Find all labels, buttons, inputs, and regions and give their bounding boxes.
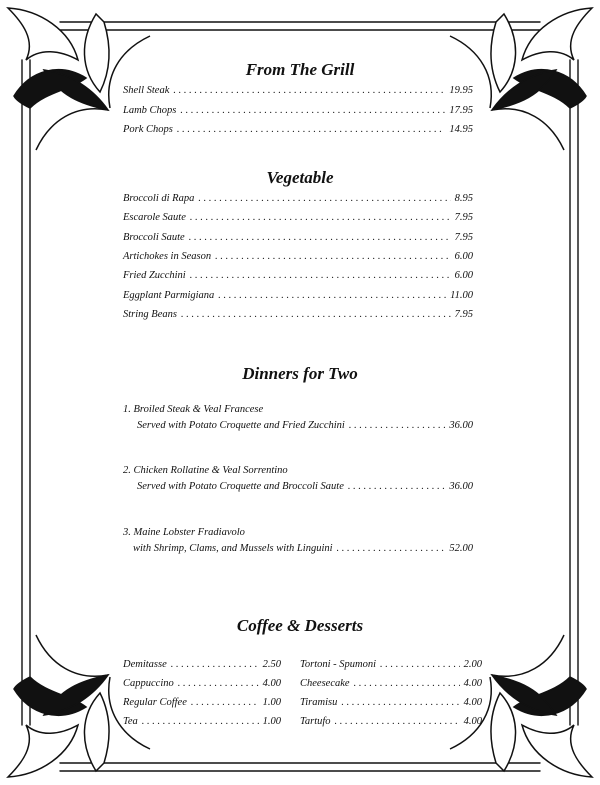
menu-item bbox=[123, 289, 473, 303]
menu-item-price: 4.00 bbox=[463, 697, 482, 708]
menu-item-name: Tortoni - Spumoni bbox=[300, 659, 377, 670]
menu-item bbox=[123, 104, 473, 118]
dinner-item-detail bbox=[133, 542, 473, 556]
menu-item bbox=[123, 123, 473, 137]
section-title-grill: From The Grill bbox=[245, 60, 355, 79]
menu-item bbox=[123, 211, 473, 225]
dot-leader bbox=[173, 84, 445, 98]
menu-item-price: 7.95 bbox=[454, 308, 473, 320]
dot-leader bbox=[337, 542, 446, 556]
menu-item-price: 6.00 bbox=[454, 250, 473, 262]
menu-item-price: 4.00 bbox=[463, 716, 482, 727]
menu-item bbox=[123, 658, 281, 672]
section-title-dinners: Dinners for Two bbox=[242, 364, 358, 383]
dot-leader bbox=[178, 677, 259, 691]
menu-item bbox=[123, 677, 281, 691]
menu-item-name: with Shrimp, Clams, and Mussels with Linguini bbox=[133, 543, 333, 554]
menu-item-name: Demitasse bbox=[123, 659, 167, 670]
menu-item bbox=[300, 658, 482, 672]
dot-leader bbox=[142, 715, 259, 729]
menu-item-name: Tea bbox=[123, 716, 138, 727]
menu-item-name: Broccoli di Rapa bbox=[123, 193, 195, 204]
menu-item-price: 36.00 bbox=[449, 481, 473, 492]
menu-item-name: Cappuccino bbox=[123, 678, 174, 689]
menu-item-price: 14.95 bbox=[449, 124, 473, 135]
menu-item bbox=[123, 84, 473, 98]
menu-item bbox=[123, 269, 473, 283]
dot-leader bbox=[215, 250, 451, 264]
menu-item-name: Fried Zucchini bbox=[123, 270, 186, 282]
menu-item-name: Served with Potato Croquette and Fried Zucchini bbox=[137, 420, 345, 431]
dinner-item-title: 1. Broiled Steak & Veal Francese bbox=[123, 404, 264, 415]
menu-item-price: 52.00 bbox=[449, 543, 473, 554]
menu-item bbox=[123, 250, 473, 264]
menu-item bbox=[123, 696, 281, 710]
menu-item bbox=[123, 715, 281, 729]
menu-item bbox=[123, 308, 473, 322]
dinner-item-title: 2. Chicken Rollatine & Veal Sorrentino bbox=[123, 465, 288, 476]
menu-item-name: Artichokes in Season bbox=[123, 250, 212, 262]
menu-item-name: Tartufo bbox=[300, 716, 331, 727]
dot-leader bbox=[171, 658, 259, 672]
dot-leader bbox=[354, 677, 460, 691]
menu-item bbox=[123, 192, 473, 206]
menu-item-price: 1.00 bbox=[262, 716, 281, 727]
menu-item-price: 17.95 bbox=[449, 104, 473, 116]
menu-item bbox=[300, 696, 482, 710]
dinner-item-detail bbox=[137, 419, 473, 433]
menu-item-name: Cheesecake bbox=[300, 678, 350, 689]
dot-leader bbox=[190, 269, 451, 283]
dot-leader bbox=[190, 211, 451, 225]
menu-item-price: 19.95 bbox=[449, 85, 473, 96]
menu-item bbox=[300, 677, 482, 691]
menu-item-price: 36.00 bbox=[449, 420, 473, 431]
menu-item-price: 11.00 bbox=[450, 289, 473, 301]
menu-item-name: Tiramisu bbox=[300, 697, 338, 708]
dot-leader bbox=[349, 419, 446, 433]
menu-item-price: 2.50 bbox=[262, 659, 281, 670]
dot-leader bbox=[218, 289, 446, 303]
menu-item-name: String Beans bbox=[123, 308, 177, 320]
dot-leader bbox=[198, 192, 450, 206]
menu-item-price: 7.95 bbox=[454, 212, 473, 224]
menu-item-price: 6.00 bbox=[454, 270, 473, 282]
menu-item-name: Lamb Chops bbox=[123, 104, 177, 116]
dot-leader bbox=[177, 123, 446, 137]
dot-leader bbox=[341, 696, 459, 710]
dot-leader bbox=[180, 104, 445, 118]
menu-item-name: Served with Potato Croquette and Broccoli Saute bbox=[137, 481, 344, 492]
menu-item-price: 1.00 bbox=[262, 697, 281, 708]
menu-item-name: Shell Steak bbox=[123, 85, 170, 96]
menu-item-price: 7.95 bbox=[454, 231, 473, 243]
dot-leader bbox=[189, 231, 451, 245]
dot-leader bbox=[335, 715, 460, 729]
section-title-vegetable: Vegetable bbox=[266, 168, 334, 187]
menu-item-name: Eggplant Parmigiana bbox=[123, 289, 215, 301]
menu-item bbox=[123, 231, 473, 245]
menu-item-price: 2.00 bbox=[463, 659, 482, 670]
menu-item-price: 8.95 bbox=[454, 193, 473, 204]
section-title-desserts: Coffee & Desserts bbox=[236, 616, 364, 635]
menu-item-price: 4.00 bbox=[463, 678, 482, 689]
dinner-item-title: 3. Maine Lobster Fradiavolo bbox=[123, 527, 245, 538]
dot-leader bbox=[181, 308, 451, 322]
menu-item-name: Regular Coffee bbox=[123, 697, 187, 708]
menu-item bbox=[300, 715, 482, 729]
menu-item-name: Broccoli Saute bbox=[123, 231, 185, 243]
menu-item-price: 4.00 bbox=[262, 678, 281, 689]
menu-item-name: Pork Chops bbox=[123, 124, 173, 135]
dinner-item-detail bbox=[137, 480, 473, 494]
menu-item-name: Escarole Saute bbox=[123, 212, 186, 224]
dot-leader bbox=[380, 658, 460, 672]
dot-leader bbox=[191, 696, 259, 710]
dot-leader bbox=[348, 480, 446, 494]
